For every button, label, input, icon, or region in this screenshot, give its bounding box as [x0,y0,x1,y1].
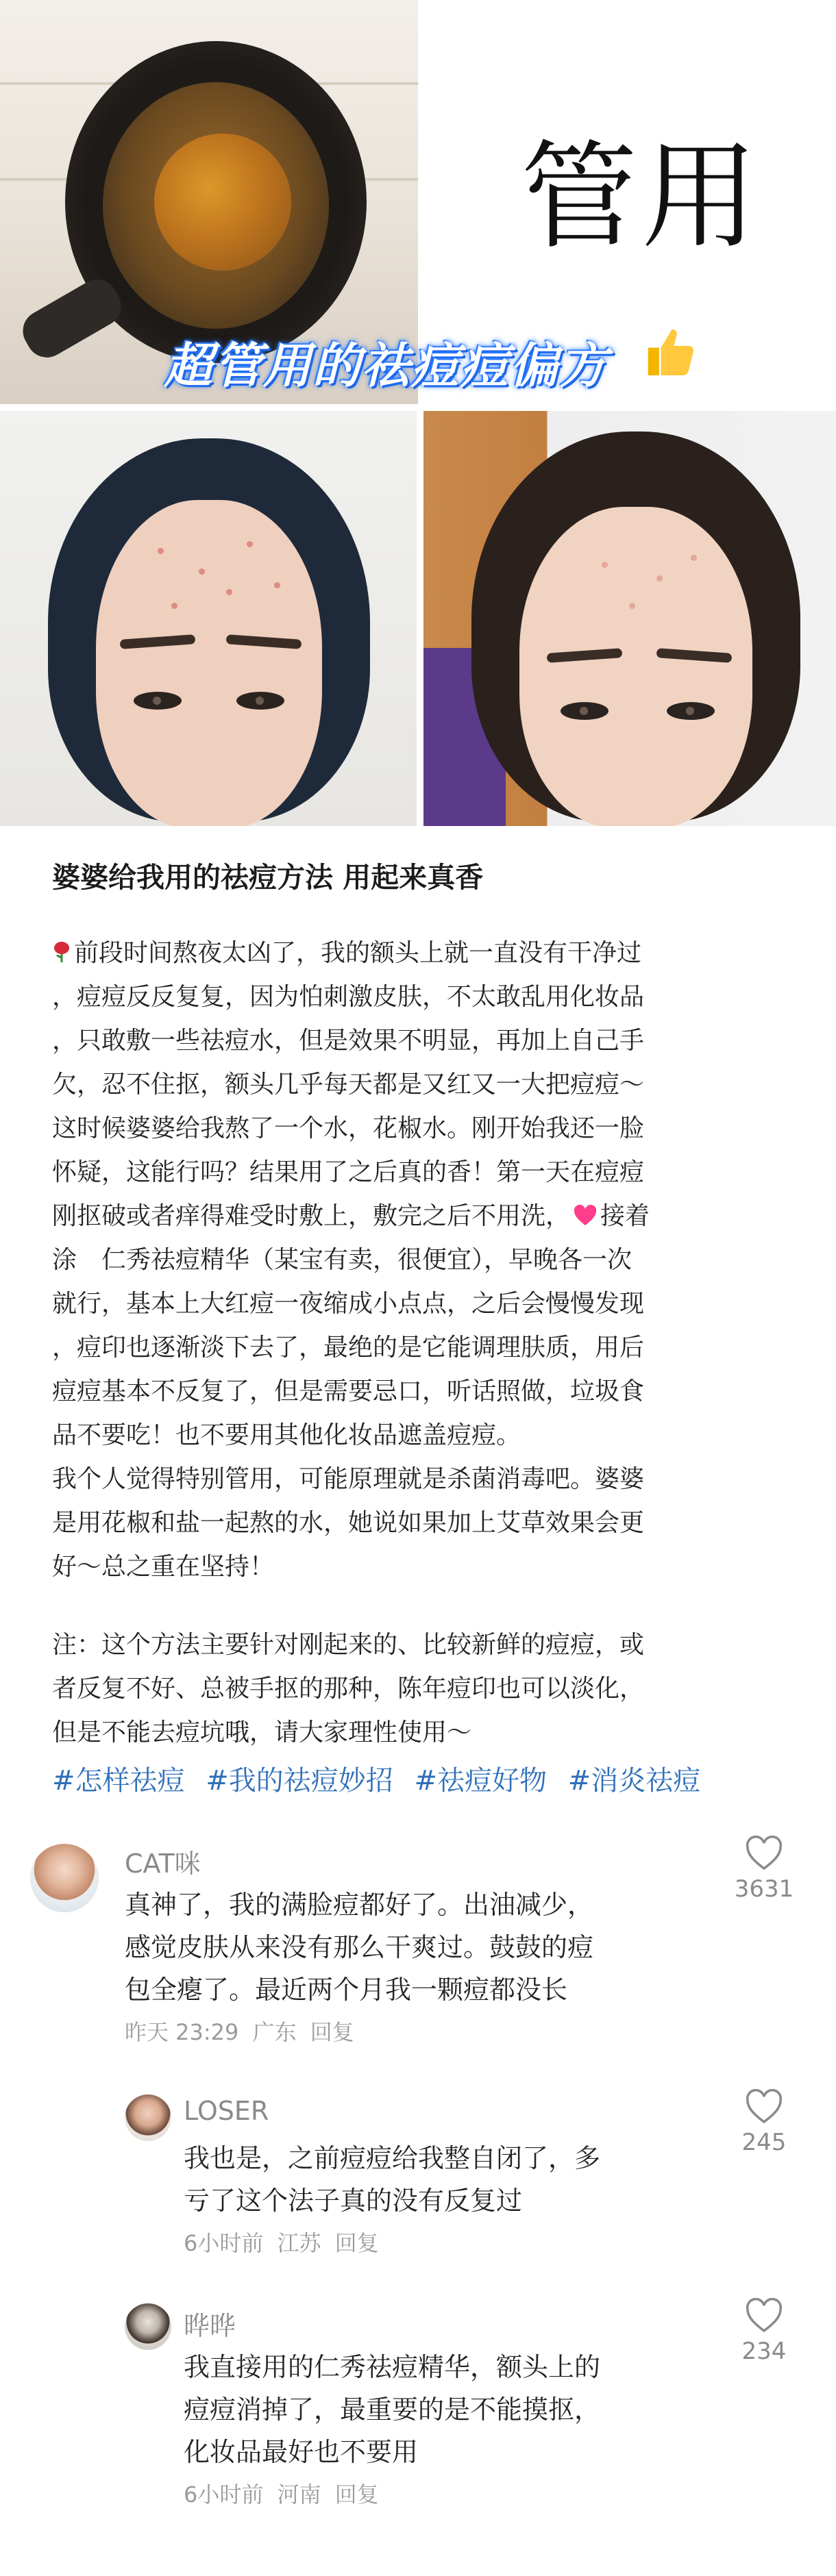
body-line: 就行，基本上大红痘一夜缩成小点点，之后会慢慢发现 [52,1290,645,1318]
like-count: 234 [741,2338,787,2365]
image-big-word: 管用 [521,129,763,265]
body-line: ，只敢敷一些祛痘水，但是效果不明显，再加上自己手 [52,1027,645,1055]
like-count: 245 [741,2129,787,2156]
body-line: 品不要吃！也不要用其他化妆品遮盖痘痘。 [52,1421,521,1449]
comment-item [0,1836,836,2045]
after-face-photo[interactable] [423,411,836,826]
thumbs-up-icon [641,322,700,381]
body-line: 刚抠破或者痒得难受时敷上，敷完之后不用洗， 接着 [52,1202,650,1230]
comment-text: 真神了，我的满脸痘都好了。出油减少， 感觉皮肤从来没有那么干爽过。鼓鼓的痘 包全瘪了。最近两个月我一颗痘都没长 [125,1890,594,2005]
body-line: 前段时间熬夜太凶了，我的额头上就一直没有干净过 [52,931,792,975]
comment-location: 广东 [252,2019,297,2045]
reply-button[interactable]: 回复 [310,2019,354,2045]
comment-time: 6小时前 [184,2230,264,2256]
body-line: 好～总之重在坚持！ [52,1553,275,1581]
like-button[interactable] [723,2298,805,2365]
like-button[interactable] [723,1836,805,1903]
avatar[interactable] [125,2303,171,2350]
comment-time: 6小时前 [184,2481,264,2508]
heart-outline-icon [745,2298,783,2334]
post-image-collage[interactable] [0,0,836,826]
body-line: 痘痘基本不反复了，但是需要忌口，听话照做，垃圾食 [52,1377,645,1405]
comment-author[interactable]: CAT咪 [125,1849,201,1879]
avatar[interactable] [30,1844,99,1912]
reply-item [0,2089,836,2274]
comment-time: 昨天 23:29 [125,2019,239,2045]
heart-icon [573,1205,598,1227]
body-line: ，痘印也逐渐淡下去了，最绝的是它能调理肤质，用后 [52,1334,645,1362]
reply-button[interactable]: 回复 [334,2481,379,2508]
body-line: 怀疑，这能行吗？结果用了之后真的香！第一天在痘痘 [52,1158,645,1186]
body-line: ，痘痘反反复复，因为怕刺激皮肤，不太敢乱用化妆品 [52,983,645,1011]
avatar[interactable] [125,2094,171,2141]
post-body [52,931,792,1589]
comment-meta [125,2015,361,2047]
comment-meta [184,2477,386,2509]
hashtag-link[interactable]: #消炎祛痘 [567,1765,701,1797]
before-face-photo[interactable] [0,411,417,826]
reply-item [0,2298,836,2524]
comment-meta [184,2226,386,2258]
body-line: 是用花椒和盐一起熬的水，她说如果加上艾草效果会更 [52,1509,645,1537]
note-line: 注：这个方法主要针对刚起来的、比较新鲜的痘痘，或 [52,1631,645,1659]
comment-location: 河南 [277,2481,321,2508]
comment-location: 江苏 [277,2230,321,2256]
post-title: 婆婆给我用的祛痘方法 用起来真香 [52,861,484,894]
body-line: 这时候婆婆给我熬了一个水，花椒水。刚开始我还一脸 [52,1114,645,1142]
image-banner-text: 超管用的祛痘痘偏方 [164,338,608,394]
hashtag-link[interactable]: #祛痘好物 [414,1765,547,1797]
body-line: 涂 仁秀祛痘精华（某宝有卖，很便宜），早晚各一次 [52,1246,632,1274]
note-line: 者反复不好、总被手抠的那种，陈年痘印也可以淡化， [52,1675,645,1703]
hashtag-link[interactable]: #怎样祛痘 [52,1765,185,1797]
note-line: 但是不能去痘坑哦，请大家理性使用～ [52,1718,472,1747]
body-line: 我个人觉得特别管用，可能原理就是杀菌消毒吧。婆婆 [52,1465,645,1493]
reply-button[interactable]: 回复 [334,2230,379,2256]
body-line: 欠，忍不住抠，额头几乎每天都是又红又一大把痘痘～ [52,1071,645,1099]
hashtag-link[interactable]: #我的祛痘妙招 [206,1765,393,1797]
comment-author[interactable]: 晔晔 [184,2311,236,2341]
comment-author[interactable]: LOSER [184,2096,269,2126]
like-count: 3631 [734,1875,794,1903]
like-button[interactable] [723,2089,805,2156]
rose-icon [52,940,71,964]
comment-text: 我直接用的仁秀祛痘精华，额头上的 痘痘消掉了，最重要的是不能摸抠， 化妆品最好也不要用 [184,2352,601,2467]
heart-outline-icon [745,2089,783,2125]
heart-outline-icon [745,1836,783,1871]
comment-text: 我也是，之前痘痘给我整自闭了，多 亏了这个法子真的没有反复过 [184,2143,601,2216]
hashtag-list [52,1759,713,1798]
post-note [52,1623,792,1755]
